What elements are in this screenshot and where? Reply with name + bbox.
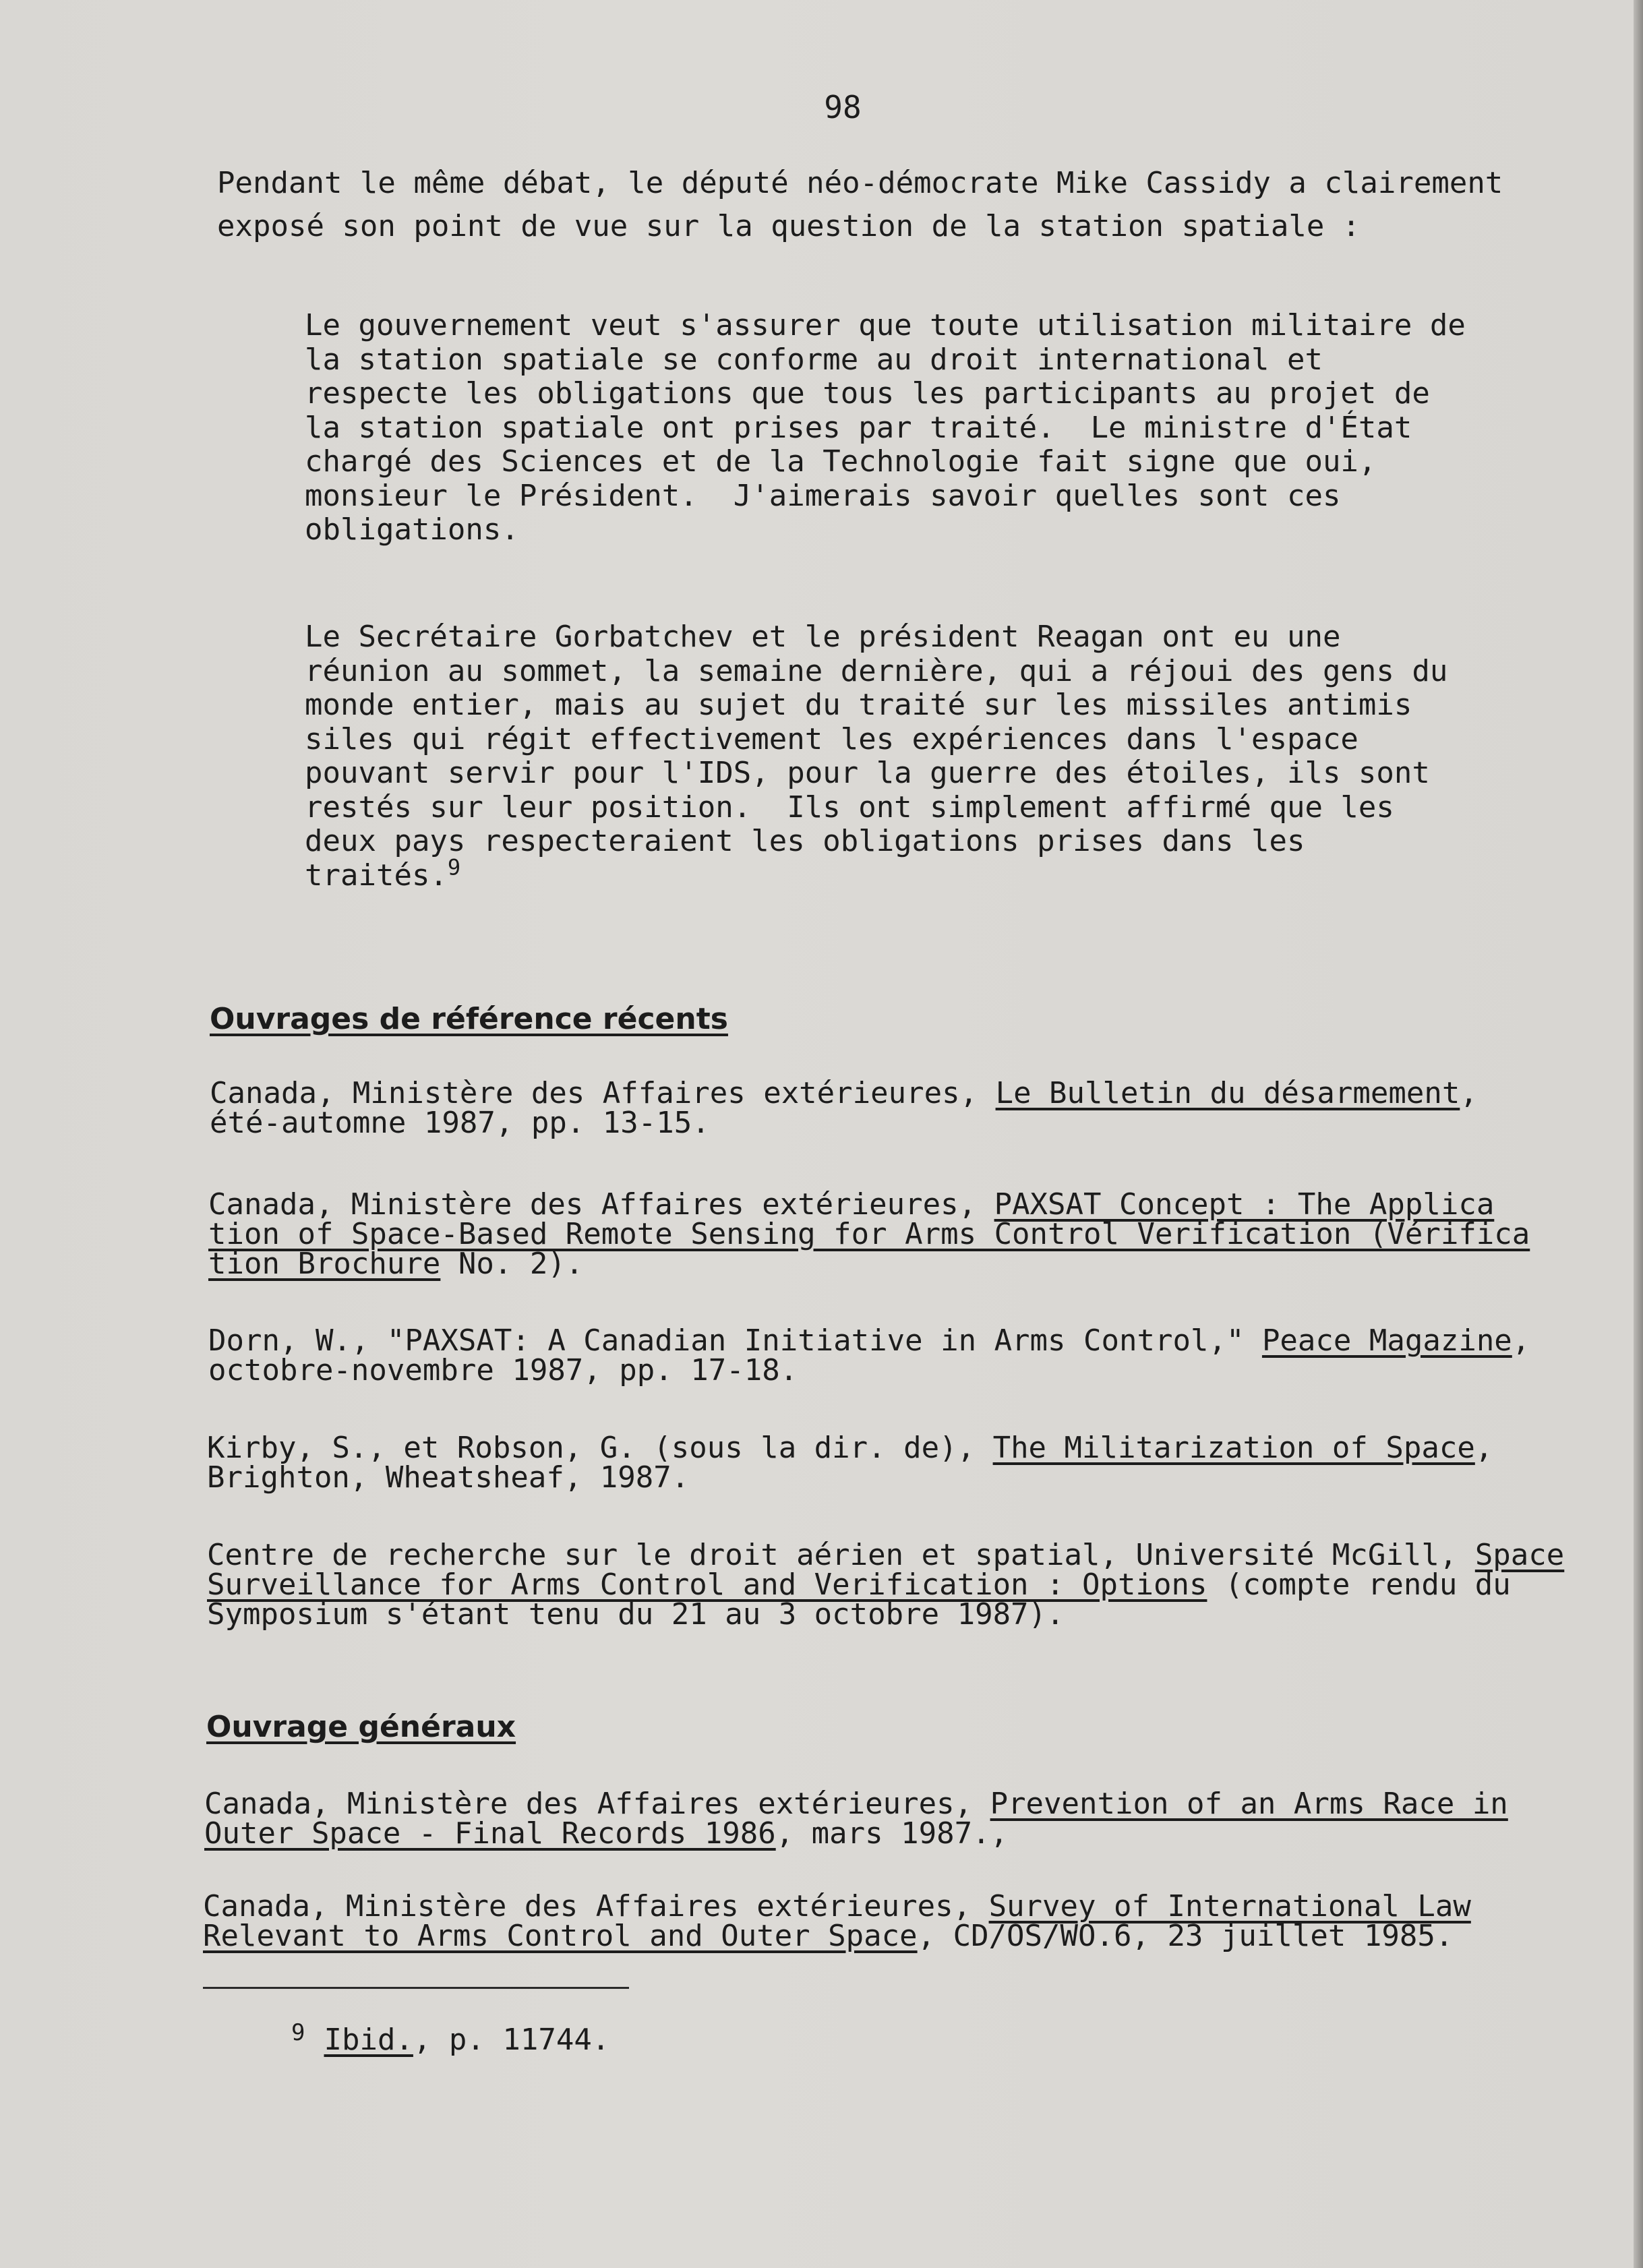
reference-title: Space [1474, 1538, 1565, 1572]
page-number: 98 [824, 89, 862, 125]
reference-title: Outer Space - Final Records 1986 [204, 1816, 776, 1851]
reference-title: Le Bulletin du désarmement [995, 1076, 1460, 1110]
text-line: restés sur leur position. Ils ont simplement affirmé que les [305, 789, 1394, 825]
text-line: respecte les obligations que tous les participants au projet de [305, 376, 1430, 411]
footnote-reference[interactable]: 9 [447, 854, 461, 880]
text-line: Le gouvernement veut s'assurer que toute utilisation militaire de [305, 308, 1466, 342]
reference-entry: Canada, Ministère des Affaires extérieures, PAXSAT Concept : The Applica tion of Space-Based Remote Sensing for Arms Control Verification (Vérifica tion Brochure No. 2). [208, 1187, 1530, 1281]
reference-title: The Militarization of Space [992, 1431, 1475, 1465]
block-quote-1 [305, 309, 1466, 547]
text-line: exposé son point de vue sur la question de la station spatiale : [217, 209, 1361, 243]
reference-title: Surveillance for Arms Control and Verification : Options [207, 1568, 1207, 1602]
reference-entry: Canada, Ministère des Affaires extérieures, Survey of International Law Relevant to Arms Control and Outer Space, CD/OS/WO.6, 23 juillet 1985. [203, 1889, 1471, 1953]
reference-title: Peace Magazine [1261, 1323, 1512, 1358]
reference-entry: Kirby, S., et Robson, G. (sous la dir. de), The Militarization of Space, Brighton, Wheatsheaf, 1987. [207, 1431, 1493, 1495]
reference-entry: Canada, Ministère des Affaires extérieures, Le Bulletin du désarmement, été-automne 1987, pp. 13-15. [210, 1076, 1478, 1140]
block-quote-2 [305, 620, 1447, 893]
text-line: Le Secrétaire Gorbatchev et le président Reagan ont eu une [305, 620, 1341, 654]
text-line: chargé des Sciences et de la Technologie fait signe que oui, [305, 444, 1377, 479]
text-line: siles qui régit effectivement les expériences dans l'espace [305, 721, 1358, 756]
reference-title: tion Brochure [208, 1247, 441, 1281]
text-line: traités. [305, 858, 448, 893]
footnote-divider [203, 1987, 629, 1989]
text-line: pouvant servir pour l'IDS, pour la guerre des étoiles, ils sont [305, 756, 1430, 790]
reference-title: Relevant to Arms Control and Outer Space [203, 1919, 918, 1953]
reference-entry: Centre de recherche sur le droit aérien et spatial, Université McGill, Space Surveillance for Arms Control and Verification : Options (compte rendu du Symposium s'étant tenu du 21 au 3 octobre 1987). [207, 1538, 1565, 1632]
text-line: la station spatiale ont prises par traité. Le ministre d'État [305, 410, 1412, 445]
text-line: obligations. [305, 512, 519, 547]
footnote: $^9$ Ibid., p. 11744. [291, 2019, 610, 2057]
reference-title: Survey of International Law [988, 1889, 1471, 1923]
footnote-ibid: Ibid. [324, 2023, 413, 2057]
reference-entry: Dorn, W., "PAXSAT: A Canadian Initiative in Arms Control," Peace Magazine, octobre-novembre 1987, pp. 17-18. [208, 1323, 1530, 1387]
text-line: monde entier, mais au sujet du traité sur les missiles antimis [305, 688, 1412, 722]
text-line: la station spatiale se conforme au droit international et [305, 342, 1323, 377]
reference-title: Prevention of an Arms Race in [990, 1787, 1508, 1821]
text-line: monsieur le Président. J'aimerais savoir quelles sont ces [305, 478, 1341, 513]
text-line: Pendant le même débat, le député néo-démocrate Mike Cassidy a clairement [217, 166, 1503, 200]
reference-entry: Canada, Ministère des Affaires extérieures, Prevention of an Arms Race in Outer Space - Final Records 1986, mars 1987., [204, 1787, 1508, 1851]
section-heading-general-works: Ouvrage généraux [206, 1710, 516, 1744]
section-heading-recent-references: Ouvrages de référence récents [210, 1002, 728, 1036]
text-line: réunion au sommet, la semaine dernière, qui a réjoui des gens du [305, 653, 1448, 688]
intro-paragraph [217, 162, 1503, 248]
reference-title: tion of Space-Based Remote Sensing for Arms Control Verification (Vérifica [208, 1217, 1530, 1251]
footnote-number: 9 [291, 2019, 305, 2046]
text-line: deux pays respecteraient les obligations prises dans les [305, 824, 1305, 858]
reference-title: PAXSAT Concept : The Applica [994, 1187, 1495, 1222]
